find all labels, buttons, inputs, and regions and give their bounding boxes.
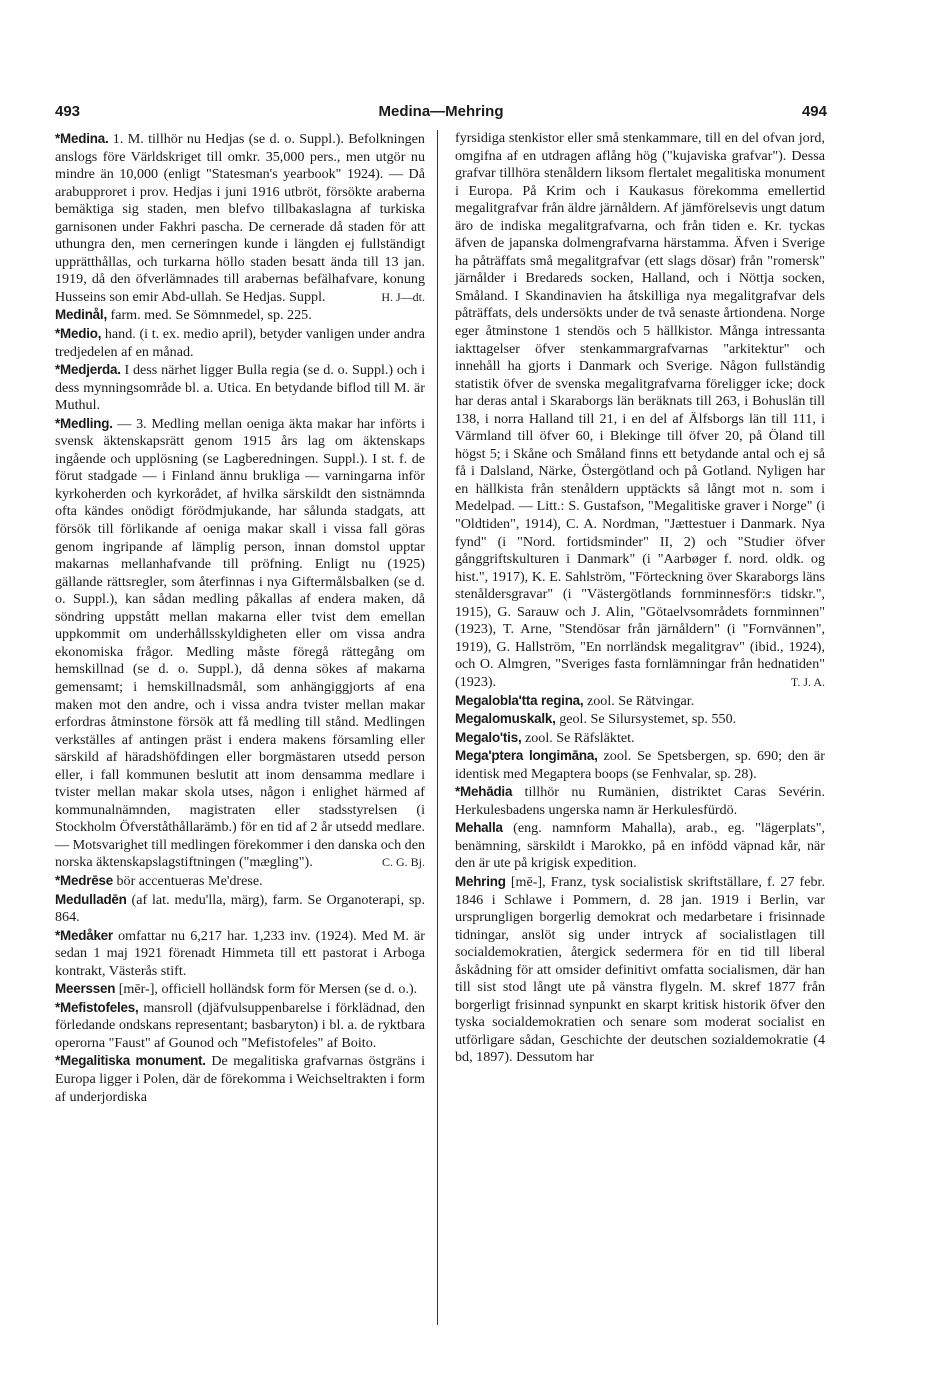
author-signature: C. G. Bj. (381, 855, 425, 870)
entry-megalomuskalk (455, 710, 825, 729)
headword: Mehalla (455, 820, 503, 836)
headword: *Mehādia (455, 784, 513, 800)
page-number-left: 493 (55, 103, 81, 120)
headword: Megalobla'tta regina, (455, 692, 584, 708)
entry-medinal (55, 306, 425, 325)
headword: *Medling. (55, 415, 113, 431)
headword: Megalo'tis, (455, 729, 522, 745)
entry-text: (eng. namnform Mahalla), arab., eg. "lägerplats", benämning, särskildt i Marokko, på en infödd väpnad kår, när den är ute på krigisk expedition. (455, 820, 825, 872)
entry-text: geol. Se Silursystemet, sp. 550. (559, 711, 737, 728)
left-column (55, 130, 425, 1106)
entry-text: zool. Se Rätvingar. (586, 692, 695, 709)
entry-text: [mēr-], officiell holländsk form för Mersen (se d. o.). (118, 981, 418, 998)
entry-text: bör accentueras Me'drese. (116, 872, 263, 889)
entry-megaloblatta (455, 692, 825, 711)
entry-medulladen (55, 891, 425, 927)
entry-text: omfattar nu 6,217 har. 1,233 inv. (1924). Med M. är sedan 1 maj 1921 förenadt Himmeta till ett pastorat i Arboga kontrakt, Västerås stift. (55, 927, 425, 979)
entry-text: I dess närhet ligger Bulla regia (se d. o. Suppl.) och i dess mynningsområde bl. a. Utica. En betydande biflod till M. är Muthul. (55, 362, 425, 414)
headword: *Mefistofeles, (55, 999, 139, 1015)
headword: *Medåker (55, 927, 113, 943)
page-number-right: 494 (801, 103, 827, 120)
entry-text: fyrsidiga stenkistor eller små stenkammare, till en del ofvan jord, omgifna af en utdragen aflång hög ("kujaviska grafvar"). Dessa grafvar tillhöra stenåldern liksom flertalet megalitiska monument i Europa. På Krim och i Kaukasus förekomma emellertid megalitgrafvar från äldre järnåldern. Af jämförelsevis ungt datum äro de indiska megalitgrafvarna, och från tiden e. Kr. tyckas äfven de japanska dolmengrafvarna härstamma. Äfven i Sverige ha påträffats små megalitgrafvar (ett slags dösar) från "romersk" järnålder i Bredareds socken, Halland, och i Nöttja socken, Småland. I Skandinavien ha åtskilliga nya megalitgrafvar dels påträffats, dels undersökts under de två senaste årtiondena. Norge eger åtminstone 1 stendös och 5 hällkistor. Många intressanta iakttagelser öfver stenkammargrafvarnas "arkitektur" och innehåll ha gjorts i Danmark och Sverige. Någon fullständig statistik öfver de svenska megalitgrafvarna föreligger icke; dock har deras antal i Skaraborgs län beräknats till 263, i Bohuslän till 138, i norra Halland till 21, i en del af Älfsborgs län till 111, i Värmland till öfver 60, i Blekinge till öfver 20, på Öland till högst 5; i Skåne och Småland finns ett betydande antal och ej så få i Dalsland, Närke, Östergötland och på Gotland. Nyligen har en hällkista från stenåldern upptäckts så långt mot n. som i Medelpad. — Litt.: S. Gustafson, "Megalitiske graver i Norge" (i "Oldtiden", 1914), C. A. Nordman, "Jættestuer i Danmark. Nya fynd" (i "Nord. fortidsminder" II, 2) och "Studier öfver gånggriftskulturen i Danmark" (i "Aarbøger f. nord. oldk. og hist.", 1917), K. E. Sahlström, "Förteckning över Skaraborgs läns stenåldersgravar" (i "Västergötlands fornminnesför:s tidskr.", 1915), G. Sarauw och J. Alin, "Götaelvsområdets fornminnen" (1923), T. Arne, "Stendösar från järnåldern" (i "Fornvännen", 1919), G. Hallström, "En norrländsk megalitgrav" (ibid., 1924), och O. Almgren, "Sveriges fasta fornlämningar från hednatiden" (1923). (455, 130, 825, 690)
author-signature: H. J—dt. (381, 289, 425, 304)
entry-medaker (55, 927, 425, 981)
entry-medjerda (55, 361, 425, 415)
headword: Mehring (455, 873, 506, 889)
running-title: Medina—Mehring (378, 103, 504, 120)
entry-text: hand. (i t. ex. medio april), betyder vanligen under andra tredjedelen af en månad. (55, 326, 425, 360)
entry-text: zool. Se Spetsbergen, sp. 690; den är identisk med Megaptera boops (se Fenhvalar, sp. 28). (455, 748, 826, 782)
entry-medina (55, 130, 425, 306)
entry-text: — 3. Medling mellan oeniga äkta makar har införts i svensk äktenskapsrätt genom 1915 års lag om äktenskaps ingående och upplösning (se Lagberedningen. Suppl.). I st. f. de förut stadgade — i Finland ännu brukliga — varningarna inför kyrkoherden och kyrkorådet, af hvilka särskildt den sistnämnda ofta kändes onödigt förödmjukande, har sålunda stadgats, att försök till förlikande af oeniga makar skall i vissa fall göras genom ingripande af lämplig person, innan domstol upptar makarnas mellanhafvande till pröfning. Enligt nu (1925) gällande rättsregler, som återfinnas i nya Giftermålsbalken (se d. o. Suppl.), kan sådan medling påkallas af endera maken, då söndring uppstått mellan makarna eller tvist dem emellan uppkommit om underhållsskyldigheten eller om vissa andra ekonomiska frågor. Medling måste föregå rättegång om hemskillnad (se d. o. Suppl.), då denna sökes af makarna gemensamt; i hemskillnadsmål, som anhängiggjorts af ena maken mot den andre, och i vissa andra tvister mellan makar erfordras åtminstone försök att få medling till stånd. Medlingen verkställes af antingen präst i endera makens församling eller särskild af häradshöfdingen eller borgmästaren utsedd person eller, i fall kommunen beslutit att inom densamma medlare i tvister mellan makar skola utses, någon i enlighet härmed af kommunalnämnden, magistraten eller stadsstyrelsen (i Stockholm Öfverståthållarämb.) för en tid af 2 år utsedd medlare. — Motsvarighet till medlingen förekommer i den danska och den norska äktenskapslagstiftningen ("mægling"). (55, 415, 425, 871)
headword: *Medrēse (55, 872, 113, 888)
entry-mehalla (455, 819, 825, 873)
headword: Medinål, (55, 307, 107, 323)
entry-text: tillhör nu Rumänien, distriktet Caras Sevérin. Herkulesbadens ungerska namn är Herkulesfürdö. (455, 784, 825, 818)
entry-mefistofeles (55, 999, 425, 1053)
entry-text: (af lat. medu'lla, märg), farm. Se Organoterapi, sp. 864. (55, 891, 425, 926)
entry-mehadia (455, 783, 825, 819)
headword: Meerssen (55, 981, 116, 997)
entry-text: mansroll (djäfvulsuppenbarelse i förklädnad, den förledande ondskans representant; basbaryton) i bl. a. de ryktbara operorna "Faust" af Gounod och "Mefistofeles" af Boito. (55, 999, 425, 1051)
entry-medio (55, 325, 425, 361)
right-column (455, 130, 825, 1067)
entry-text: farm. med. Se Sömnmedel, sp. 225. (110, 307, 312, 324)
entry-megalotis (455, 729, 825, 748)
entry-mehring (455, 873, 825, 1067)
entry-text: zool. Se Räfsläktet. (525, 729, 635, 746)
headword: *Medina. (55, 131, 109, 146)
column-divider (437, 130, 438, 1325)
entry-text: De megalitiska grafvarnas östgräns i Europa ligger i Polen, där de förekomma i Weichseltrakten i form af underjordiska (55, 1053, 426, 1105)
headword: *Megalitiska monument. (55, 1053, 206, 1069)
entry-medrese (55, 872, 425, 891)
entry-text: [mē-], Franz, tysk socialistisk skriftställare, f. 27 febr. 1846 i Schlawe i Pommern, d. 28 jan. 1919 i Berlin, var ursprungligen borgerlig demokrat och medarbetare i frisinnade tidningar, anslöt sig under intryck af socialistlagen till socialdemokratien, återgick sedermera för en tid till liberal åskådning för att omsider definitivt omfatta socialismen, där han till sist stod långt ute på vänstra flygeln. M. skref 1877 från borgerligt frisinnad synpunkt en skarpt kritisk historik öfver den tyska socialdemokratien och senare som moderat socialist en utförligare sådan, Geschichte der deutschen sozialdemokratie (4 bd, 1897). Dessutom har (455, 873, 825, 1066)
entry-megaptera (455, 747, 825, 783)
headword: Medulladēn (55, 891, 127, 907)
entry-meerssen (55, 980, 425, 999)
entry-megalitiska-monument (55, 1052, 425, 1106)
entry-medling (55, 415, 425, 872)
page-header (55, 103, 827, 123)
headword: *Medio, (55, 326, 102, 342)
headword: Megalomuskalk, (455, 711, 556, 727)
entry-megalitiska-continued (455, 130, 825, 692)
headword: Mega'ptera longimāna, (455, 748, 598, 764)
author-signature: T. J. A. (790, 674, 825, 689)
headword: *Medjerda. (55, 362, 121, 378)
entry-text: 1. M. tillhör nu Hedjas (se d. o. Suppl.). Befolkningen anslogs före Världskriget till omkr. 35,000 pers., men utgör nu mindre än 10,000 (enligt "Statesman's yearbook" 1924). — Då arabupproret i prov. Hedjas i juni 1916 utbröt, försökte araberna bemäktiga sig staden, men blefvo tillbakaslagna af turkiska garnisonen under Fakhri pascha. De cernerade då staden för att uthungra den, men cerneringen kunde i längden ej fullständigt upprätthållas, och turkarna höllo staden besatt ända till 13 jan. 1919, då den öfverlämnades till arabernas befälhafvare, konung Husseins son emir Abd-ullah. Se Hedjas. Suppl. (55, 131, 425, 305)
